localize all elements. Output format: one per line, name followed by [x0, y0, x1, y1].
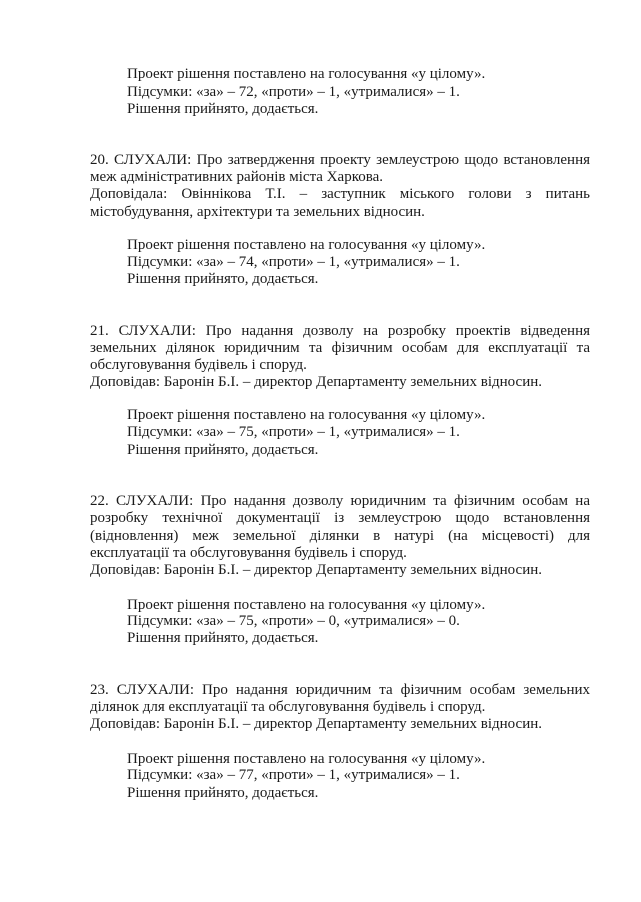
item-21-results-text: Підсумки: «за» – 75, «проти» – 1, «утрималися» – 1.	[127, 424, 460, 440]
item-20-vote-text: Проект рішення поставлено на голосування «у цілому».	[127, 237, 486, 253]
item-23-vote-text: Проект рішення поставлено на голосування «у цілому».	[127, 751, 486, 767]
item-20-decision-text: Рішення прийнято, додається.	[127, 271, 319, 287]
item-23-results-text: Підсумки: «за» – 77, «проти» – 1, «утрималися» – 1.	[127, 767, 460, 783]
item-21-speaker-line-1: Доповідав: Баронін Б.І. – директор Департаменту земельних відносин.	[90, 374, 543, 390]
item-22-title-line-1: 22. СЛУХАЛИ: Про надання дозволу юридичним та фізичним особам на	[90, 493, 590, 509]
item-23-title-line-2: ділянок для експлуатації та обслуговування будівель і споруд.	[90, 699, 486, 715]
item-22-vote-text: Проект рішення поставлено на голосування «у цілому».	[127, 597, 486, 613]
item-20-results-text: Підсумки: «за» – 74, «проти» – 1, «утрималися» – 1.	[127, 254, 460, 270]
item-20-title-line-1: 20. СЛУХАЛИ: Про затвердження проекту землеустрою щодо встановлення	[90, 152, 590, 168]
item-21-title-line-1: 21. СЛУХАЛИ: Про надання дозволу на розробку проектів відведення	[90, 323, 590, 339]
item-22-speaker-line-1: Доповідав: Баронін Б.І. – директор Департаменту земельних відносин.	[90, 562, 543, 578]
item-22-title-line-4: експлуатації та обслуговування будівель і споруд.	[90, 545, 407, 561]
intro-results-text: Підсумки: «за» – 72, «проти» – 1, «утрималися» – 1.	[127, 84, 460, 100]
item-21-vote-text: Проект рішення поставлено на голосування «у цілому».	[127, 407, 486, 423]
item-23-decision-text: Рішення прийнято, додається.	[127, 785, 319, 801]
item-23-speaker-line-1: Доповідав: Баронін Б.І. – директор Департаменту земельних відносин.	[90, 716, 543, 732]
item-21-decision-text: Рішення прийнято, додається.	[127, 442, 319, 458]
intro-decision-text: Рішення прийнято, додається.	[127, 101, 319, 117]
item-20-speaker-line-1: Доповідала: Овіннікова Т.І. – заступник міського голови з питань	[90, 186, 590, 202]
item-20-title-line-2: меж адміністративних районів міста Харкова.	[90, 169, 384, 185]
item-21-title-line-2: земельних ділянок юридичним та фізичним особам для експлуатації та	[90, 340, 590, 356]
intro-vote-text: Проект рішення поставлено на голосування «у цілому».	[127, 66, 486, 82]
item-22-title-line-3: (відновлення) меж земельної ділянки в натурі (на місцевості) для	[90, 528, 590, 544]
item-20-speaker-line-2: містобудування, архітектури та земельних відносин.	[90, 204, 425, 220]
item-22-title-line-2: розробку технічної документації із землеустрою щодо встановлення	[90, 510, 590, 526]
item-21-title-line-3: обслуговування будівель і споруд.	[90, 357, 307, 373]
item-22-decision-text: Рішення прийнято, додається.	[127, 630, 319, 646]
item-22-results-text: Підсумки: «за» – 75, «проти» – 0, «утрималися» – 0.	[127, 613, 460, 629]
item-23-title-line-1: 23. СЛУХАЛИ: Про надання юридичним та фізичним особам земельних	[90, 682, 590, 698]
